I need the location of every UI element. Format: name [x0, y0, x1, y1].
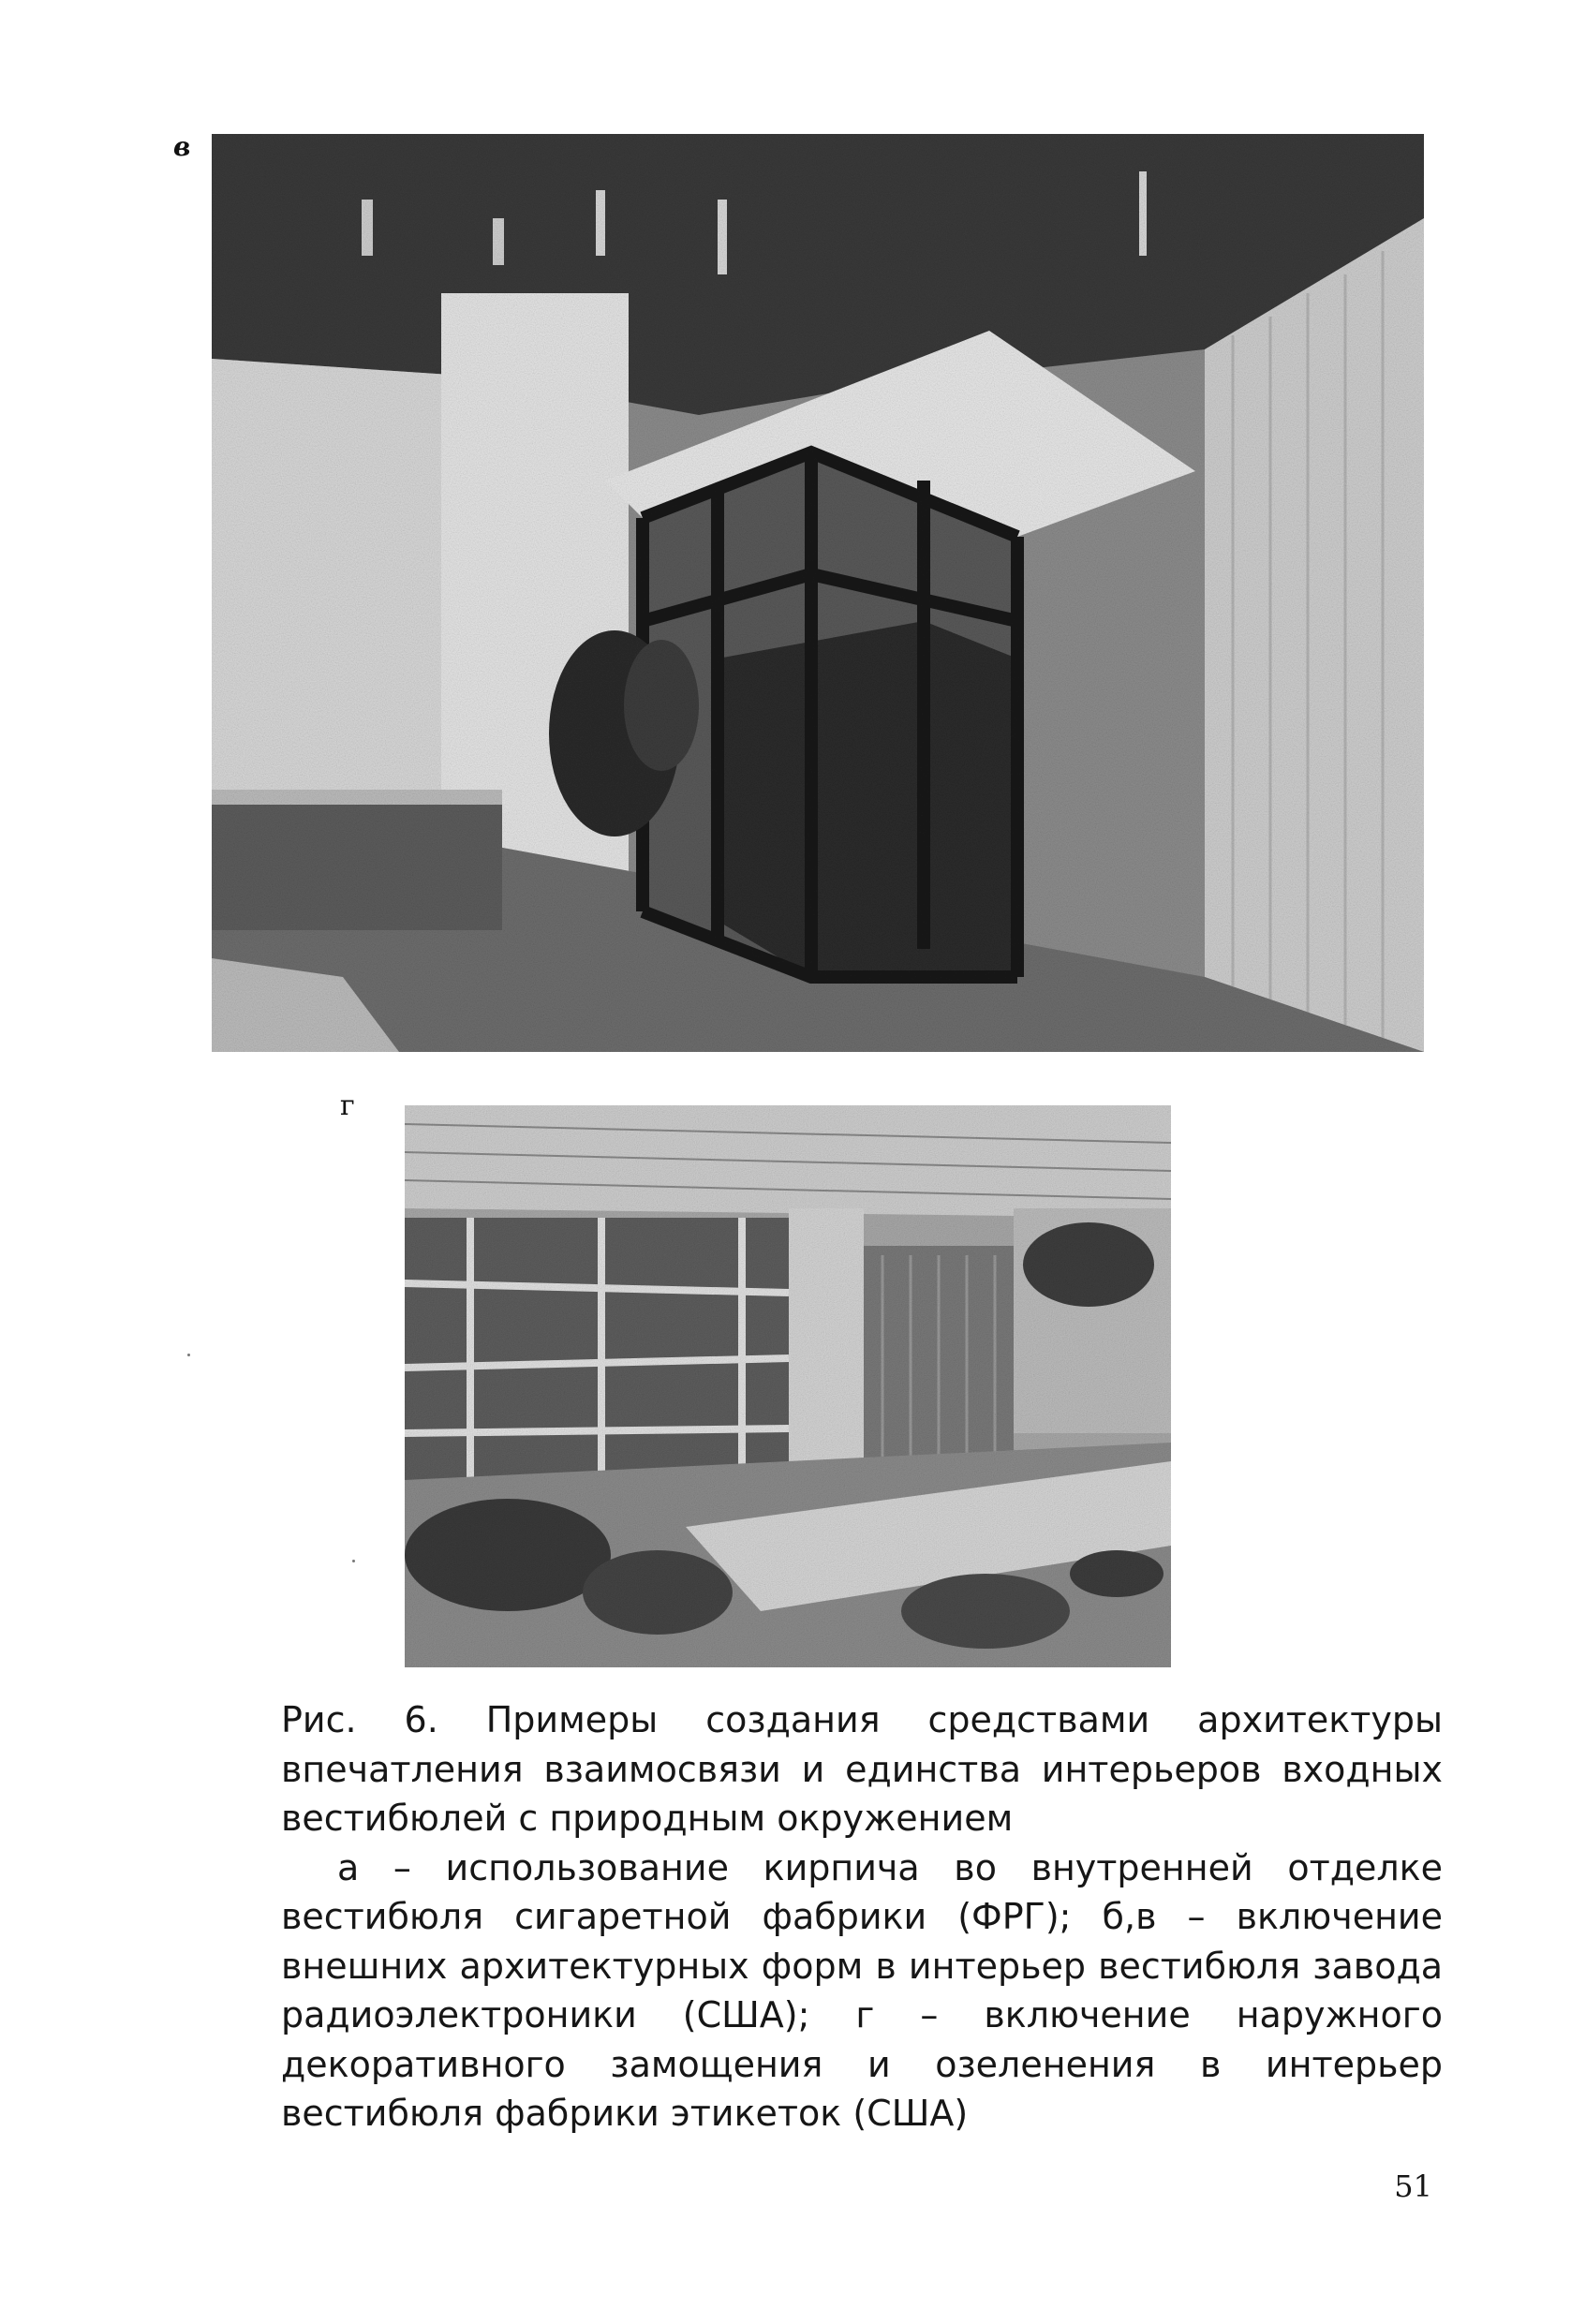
- caption-title: Рис. 6. Примеры создания средствами архитектуры впечатления взаимосвязи и единства интерьеров входных вестибюлей с природным окружением: [281, 1699, 1443, 1839]
- page-number: 51: [1394, 2169, 1432, 2204]
- scan-speck: [187, 1354, 190, 1356]
- photo-lobby-glass-pavilion: [212, 134, 1424, 1052]
- figure-label-g: г: [340, 1089, 355, 1122]
- figure-label-v: в: [173, 131, 191, 162]
- caption-description: а – использование кирпича во внутренней отделке вестибюля сигаретной фабрики (ФРГ); б,в – включение внешних архитектурных форм в интерьер вестибюля завода радиоэлектроники (США); г – включение наружного декоративного замощения и озеленения в интерьер вестибюля фабрики этикеток (США): [281, 1846, 1443, 2134]
- scan-speck: [352, 1560, 355, 1562]
- photo-lobby-shelving-planting: [405, 1105, 1171, 1667]
- figure-caption: [281, 1695, 1443, 2139]
